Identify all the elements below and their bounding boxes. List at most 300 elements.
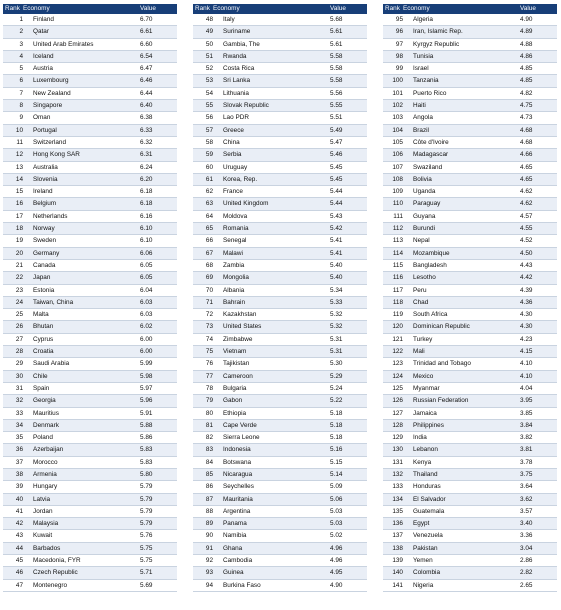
- value-cell: 6.61: [140, 28, 153, 36]
- rank-cell: 94: [205, 581, 213, 589]
- table-row: [193, 334, 367, 346]
- economy-cell: Sri Lanka: [223, 77, 250, 85]
- rank-cell: 98: [395, 52, 403, 60]
- rank-cell: 44: [15, 544, 23, 552]
- rank-cell: 26: [15, 323, 23, 331]
- table-row: [383, 567, 557, 579]
- rank-cell: 119: [392, 311, 403, 319]
- economy-cell: Zimbabwe: [223, 335, 253, 343]
- rank-cell: 76: [205, 360, 213, 368]
- value-cell: 5.24: [330, 384, 343, 392]
- rank-cell: 66: [205, 237, 213, 245]
- rank-cell: 131: [392, 458, 403, 466]
- economy-cell: Lesotho: [413, 274, 436, 282]
- economy-cell: Bolivia: [413, 175, 432, 183]
- economy-cell: Georgia: [33, 397, 56, 405]
- rank-cell: 50: [205, 40, 213, 48]
- economy-cell: Bhutan: [33, 323, 54, 331]
- table-row: [3, 88, 177, 100]
- table-row: [193, 100, 367, 112]
- table-row: [3, 297, 177, 309]
- value-cell: 5.79: [140, 507, 153, 515]
- value-cell: 4.23: [520, 335, 533, 343]
- economy-cell: Mauritania: [223, 495, 253, 503]
- economy-cell: Estonia: [33, 286, 55, 294]
- value-cell: 6.03: [140, 311, 153, 319]
- table-row: [193, 125, 367, 137]
- value-cell: 3.78: [520, 458, 533, 466]
- value-cell: 5.18: [330, 434, 343, 442]
- value-cell: 4.90: [330, 581, 343, 589]
- value-cell: 5.02: [330, 532, 343, 540]
- table-row: [193, 235, 367, 247]
- economy-cell: Colombia: [413, 569, 440, 577]
- economy-cell: Bahrain: [223, 298, 246, 306]
- table-row: [193, 518, 367, 530]
- table-row: [3, 260, 177, 272]
- economy-cell: Kuwait: [33, 532, 53, 540]
- table-row: [383, 420, 557, 432]
- economy-cell: Lebanon: [413, 446, 438, 454]
- economy-cell: Greece: [223, 126, 244, 134]
- table-row: [3, 223, 177, 235]
- value-cell: 5.45: [330, 163, 343, 171]
- table-row: [3, 543, 177, 555]
- header-rank: Rank: [5, 5, 20, 12]
- economy-cell: Croatia: [33, 348, 54, 356]
- rank-cell: 23: [15, 286, 23, 294]
- value-cell: 4.57: [520, 212, 533, 220]
- rank-cell: 83: [205, 446, 213, 454]
- rank-cell: 95: [395, 16, 403, 23]
- economy-cell: Argentina: [223, 507, 251, 515]
- economy-cell: Kyrgyz Republic: [413, 40, 460, 48]
- value-cell: 5.09: [330, 483, 343, 491]
- rank-cell: 21: [15, 261, 23, 269]
- rank-cell: 78: [205, 384, 213, 392]
- table-row: [193, 248, 367, 260]
- table-row: [3, 530, 177, 542]
- table-row: [193, 555, 367, 567]
- value-cell: 6.18: [140, 200, 153, 208]
- table-row: [193, 149, 367, 161]
- economy-cell: Netherlands: [33, 212, 68, 220]
- value-cell: 5.61: [330, 28, 343, 36]
- table-row: [193, 420, 367, 432]
- rank-cell: 5: [19, 65, 23, 73]
- economy-cell: Iceland: [33, 52, 54, 60]
- table-row: [3, 506, 177, 518]
- table-row: [3, 39, 177, 51]
- economy-cell: Burundi: [413, 225, 436, 233]
- economy-cell: Latvia: [33, 495, 51, 503]
- rank-cell: 36: [15, 446, 23, 454]
- rank-cell: 16: [15, 200, 23, 208]
- rank-cell: 134: [392, 495, 403, 503]
- table-row: [383, 125, 557, 137]
- table-row: [193, 174, 367, 186]
- table-row: [383, 248, 557, 260]
- economy-cell: Norway: [33, 225, 55, 233]
- table-row: [3, 14, 177, 26]
- table-row: [193, 272, 367, 284]
- rank-cell: 140: [392, 569, 403, 577]
- rank-cell: 85: [205, 470, 213, 478]
- rank-cell: 91: [205, 544, 213, 552]
- table-row: [193, 309, 367, 321]
- economy-cell: Macedonia, FYR: [33, 557, 81, 565]
- rank-cell: 101: [392, 89, 403, 97]
- rank-cell: 63: [205, 200, 213, 208]
- economy-cell: Cyprus: [33, 335, 54, 343]
- rank-cell: 22: [15, 274, 23, 282]
- value-cell: 4.89: [520, 28, 533, 36]
- rank-cell: 124: [392, 372, 403, 380]
- rank-cell: 61: [205, 175, 213, 183]
- economy-cell: Madagascar: [413, 151, 449, 159]
- table-row: [3, 444, 177, 456]
- economy-cell: South Africa: [413, 311, 448, 319]
- economy-cell: Jordan: [33, 507, 53, 515]
- table-row: [3, 457, 177, 469]
- table-row: [3, 198, 177, 210]
- economy-cell: Malaysia: [33, 520, 59, 528]
- economy-cell: Jamaica: [413, 409, 437, 417]
- rank-cell: 107: [392, 163, 403, 171]
- rank-cell: 54: [205, 89, 213, 97]
- table-row: [193, 506, 367, 518]
- rank-cell: 133: [392, 483, 403, 491]
- value-cell: 5.46: [330, 151, 343, 159]
- table-row: [3, 235, 177, 247]
- table-row: [193, 457, 367, 469]
- table-row: [193, 285, 367, 297]
- rank-cell: 64: [205, 212, 213, 220]
- economy-cell: Bulgaria: [223, 384, 247, 392]
- table-body: [193, 14, 367, 592]
- table-row: [193, 580, 367, 592]
- rank-cell: 67: [205, 249, 213, 257]
- rank-cell: 82: [205, 434, 213, 442]
- rank-cell: 97: [395, 40, 403, 48]
- value-cell: 5.69: [140, 581, 153, 589]
- rank-cell: 126: [392, 397, 403, 405]
- table-row: [383, 358, 557, 370]
- rank-cell: 9: [19, 114, 23, 122]
- value-cell: 5.22: [330, 397, 343, 405]
- table-column-2: [193, 4, 367, 592]
- rank-cell: 19: [15, 237, 23, 245]
- value-cell: 5.75: [140, 557, 153, 565]
- rank-cell: 55: [205, 102, 213, 110]
- rank-cell: 122: [392, 348, 403, 356]
- economy-cell: Iran, Islamic Rep.: [413, 28, 463, 36]
- value-cell: 2.86: [520, 557, 533, 565]
- economy-cell: Peru: [413, 286, 427, 294]
- economy-cell: Sierra Leone: [223, 434, 260, 442]
- rank-cell: 1: [19, 16, 23, 23]
- value-cell: 4.65: [520, 163, 533, 171]
- table-row: [383, 408, 557, 420]
- value-cell: 5.30: [330, 360, 343, 368]
- rank-cell: 104: [392, 126, 403, 134]
- table-row: [383, 174, 557, 186]
- value-cell: 6.10: [140, 237, 153, 245]
- economy-cell: Costa Rica: [223, 65, 255, 73]
- value-cell: 3.82: [520, 434, 533, 442]
- value-cell: 5.83: [140, 458, 153, 466]
- value-cell: 6.20: [140, 175, 153, 183]
- economy-cell: Nepal: [413, 237, 430, 245]
- economy-cell: Taiwan, China: [33, 298, 74, 306]
- economy-cell: Uganda: [413, 188, 436, 196]
- table-body: [383, 14, 557, 592]
- value-cell: 6.44: [140, 89, 153, 97]
- rank-cell: 138: [392, 544, 403, 552]
- rank-cell: 47: [15, 581, 23, 589]
- table-row: [3, 580, 177, 592]
- value-cell: 6.05: [140, 261, 153, 269]
- rank-cell: 7: [19, 89, 23, 97]
- value-cell: 4.85: [520, 65, 533, 73]
- economy-cell: Chad: [413, 298, 429, 306]
- economy-cell: Paraguay: [413, 200, 441, 208]
- value-cell: 6.31: [140, 151, 153, 159]
- table-row: [3, 321, 177, 333]
- rank-cell: 29: [15, 360, 23, 368]
- value-cell: 3.57: [520, 507, 533, 515]
- economy-cell: United States: [223, 323, 262, 331]
- rank-cell: 115: [392, 261, 403, 269]
- economy-cell: Angola: [413, 114, 433, 122]
- value-cell: 4.68: [520, 138, 533, 146]
- table-row: [383, 481, 557, 493]
- rank-cell: 109: [392, 188, 403, 196]
- table-row: [3, 285, 177, 297]
- rank-cell: 31: [15, 384, 23, 392]
- economy-cell: New Zealand: [33, 89, 71, 97]
- economy-cell: Gambia, The: [223, 40, 260, 48]
- rank-cell: 4: [19, 52, 23, 60]
- economy-cell: Seychelles: [223, 483, 254, 491]
- value-cell: 6.03: [140, 298, 153, 306]
- table-row: [193, 75, 367, 87]
- economy-cell: Puerto Rico: [413, 89, 447, 97]
- value-cell: 5.45: [330, 175, 343, 183]
- table-row: [193, 481, 367, 493]
- rank-cell: 45: [15, 557, 23, 565]
- table-row: [383, 75, 557, 87]
- table-row: [193, 260, 367, 272]
- economy-cell: Moldova: [223, 212, 248, 220]
- table-header: [193, 4, 367, 14]
- table-row: [383, 235, 557, 247]
- value-cell: 5.51: [330, 114, 343, 122]
- economy-cell: Tanzania: [413, 77, 439, 85]
- value-cell: 4.82: [520, 89, 533, 97]
- table-row: [383, 285, 557, 297]
- value-cell: 5.06: [330, 495, 343, 503]
- table-row: [193, 346, 367, 358]
- value-cell: 3.75: [520, 470, 533, 478]
- rank-cell: 73: [205, 323, 213, 331]
- table-row: [3, 75, 177, 87]
- economy-cell: Mali: [413, 348, 425, 356]
- economy-cell: Guinea: [223, 569, 244, 577]
- value-cell: 4.62: [520, 188, 533, 196]
- table-row: [193, 223, 367, 235]
- value-cell: 4.30: [520, 311, 533, 319]
- value-cell: 5.29: [330, 372, 343, 380]
- table-row: [383, 457, 557, 469]
- rank-cell: 135: [392, 507, 403, 515]
- value-cell: 5.79: [140, 520, 153, 528]
- table-row: [383, 100, 557, 112]
- economy-cell: Lithuania: [223, 89, 249, 97]
- value-cell: 5.68: [330, 16, 343, 23]
- header-value: Value: [330, 5, 346, 12]
- header-rank: Rank: [195, 5, 210, 12]
- value-cell: 4.30: [520, 323, 533, 331]
- table-row: [383, 272, 557, 284]
- economy-cell: Trinidad and Tobago: [413, 360, 471, 368]
- value-cell: 6.70: [140, 16, 153, 23]
- economy-cell: China: [223, 138, 240, 146]
- rank-cell: 30: [15, 372, 23, 380]
- table-row: [3, 162, 177, 174]
- rank-cell: 18: [15, 225, 23, 233]
- value-cell: 5.47: [330, 138, 343, 146]
- economy-cell: Tunisia: [413, 52, 434, 60]
- table-row: [383, 198, 557, 210]
- value-cell: 4.73: [520, 114, 533, 122]
- economy-cell: Barbados: [33, 544, 61, 552]
- table-row: [193, 186, 367, 198]
- value-cell: 6.60: [140, 40, 153, 48]
- economy-cell: Hong Kong SAR: [33, 151, 80, 159]
- table-row: [383, 506, 557, 518]
- rank-cell: 69: [205, 274, 213, 282]
- economy-cell: Ireland: [33, 188, 53, 196]
- rank-cell: 88: [205, 507, 213, 515]
- table-row: [383, 494, 557, 506]
- table-row: [193, 530, 367, 542]
- rank-cell: 70: [205, 286, 213, 294]
- header-economy: Economy: [213, 5, 240, 12]
- header-economy: Economy: [403, 5, 430, 12]
- value-cell: 5.83: [140, 446, 153, 454]
- rank-cell: 79: [205, 397, 213, 405]
- value-cell: 5.31: [330, 348, 343, 356]
- table-row: [383, 530, 557, 542]
- economy-cell: Kenya: [413, 458, 432, 466]
- table-body: [3, 14, 177, 592]
- value-cell: 6.46: [140, 77, 153, 85]
- value-cell: 5.97: [140, 384, 153, 392]
- value-cell: 2.65: [520, 581, 533, 589]
- value-cell: 6.40: [140, 102, 153, 110]
- table-row: [3, 371, 177, 383]
- table-row: [383, 149, 557, 161]
- value-cell: 4.85: [520, 77, 533, 85]
- economy-cell: Gabon: [223, 397, 243, 405]
- rank-cell: 2: [19, 28, 23, 36]
- value-cell: 4.62: [520, 200, 533, 208]
- rank-cell: 118: [392, 298, 403, 306]
- table-row: [383, 260, 557, 272]
- table-row: [3, 408, 177, 420]
- table-row: [193, 444, 367, 456]
- value-cell: 4.88: [520, 40, 533, 48]
- table-row: [3, 309, 177, 321]
- table-row: [383, 26, 557, 38]
- economy-cell: Portugal: [33, 126, 57, 134]
- table-row: [193, 567, 367, 579]
- economy-cell: Venezuela: [413, 532, 443, 540]
- economy-cell: Chile: [33, 372, 48, 380]
- value-cell: 3.64: [520, 483, 533, 491]
- table-row: [193, 26, 367, 38]
- rank-cell: 8: [19, 102, 23, 110]
- table-row: [3, 137, 177, 149]
- economy-cell: Kazakhstan: [223, 311, 257, 319]
- rank-cell: 41: [15, 507, 23, 515]
- value-cell: 6.18: [140, 188, 153, 196]
- table-row: [3, 358, 177, 370]
- table-header: [3, 4, 177, 14]
- value-cell: 4.66: [520, 151, 533, 159]
- economy-cell: Australia: [33, 163, 58, 171]
- value-cell: 6.05: [140, 274, 153, 282]
- economy-cell: United Kingdom: [223, 200, 269, 208]
- value-cell: 5.58: [330, 77, 343, 85]
- value-cell: 3.40: [520, 520, 533, 528]
- value-cell: 5.18: [330, 421, 343, 429]
- economy-cell: Sweden: [33, 237, 57, 245]
- economy-cell: Albania: [223, 286, 245, 294]
- rank-cell: 12: [15, 151, 23, 159]
- table-column-3: [383, 4, 557, 592]
- economy-cell: Azerbaijan: [33, 446, 64, 454]
- value-cell: 5.32: [330, 323, 343, 331]
- value-cell: 3.81: [520, 446, 533, 454]
- value-cell: 6.00: [140, 348, 153, 356]
- economy-cell: Pakistan: [413, 544, 438, 552]
- economy-cell: Tajikistan: [223, 360, 250, 368]
- economy-cell: Cape Verde: [223, 421, 257, 429]
- value-cell: 4.52: [520, 237, 533, 245]
- table-row: [3, 494, 177, 506]
- table-row: [193, 162, 367, 174]
- table-row: [193, 494, 367, 506]
- rank-cell: 35: [15, 434, 23, 442]
- rank-cell: 10: [15, 126, 23, 134]
- economy-cell: Romania: [223, 225, 249, 233]
- value-cell: 6.02: [140, 323, 153, 331]
- economy-cell: Mongolia: [223, 274, 249, 282]
- rank-cell: 6: [19, 77, 23, 85]
- rank-cell: 48: [205, 16, 213, 23]
- table-row: [3, 383, 177, 395]
- table-row: [193, 63, 367, 75]
- value-cell: 6.33: [140, 126, 153, 134]
- value-cell: 6.04: [140, 286, 153, 294]
- rank-cell: 116: [392, 274, 403, 282]
- economy-cell: Malawi: [223, 249, 243, 257]
- rank-cell: 125: [392, 384, 403, 392]
- economy-cell: France: [223, 188, 243, 196]
- value-cell: 6.54: [140, 52, 153, 60]
